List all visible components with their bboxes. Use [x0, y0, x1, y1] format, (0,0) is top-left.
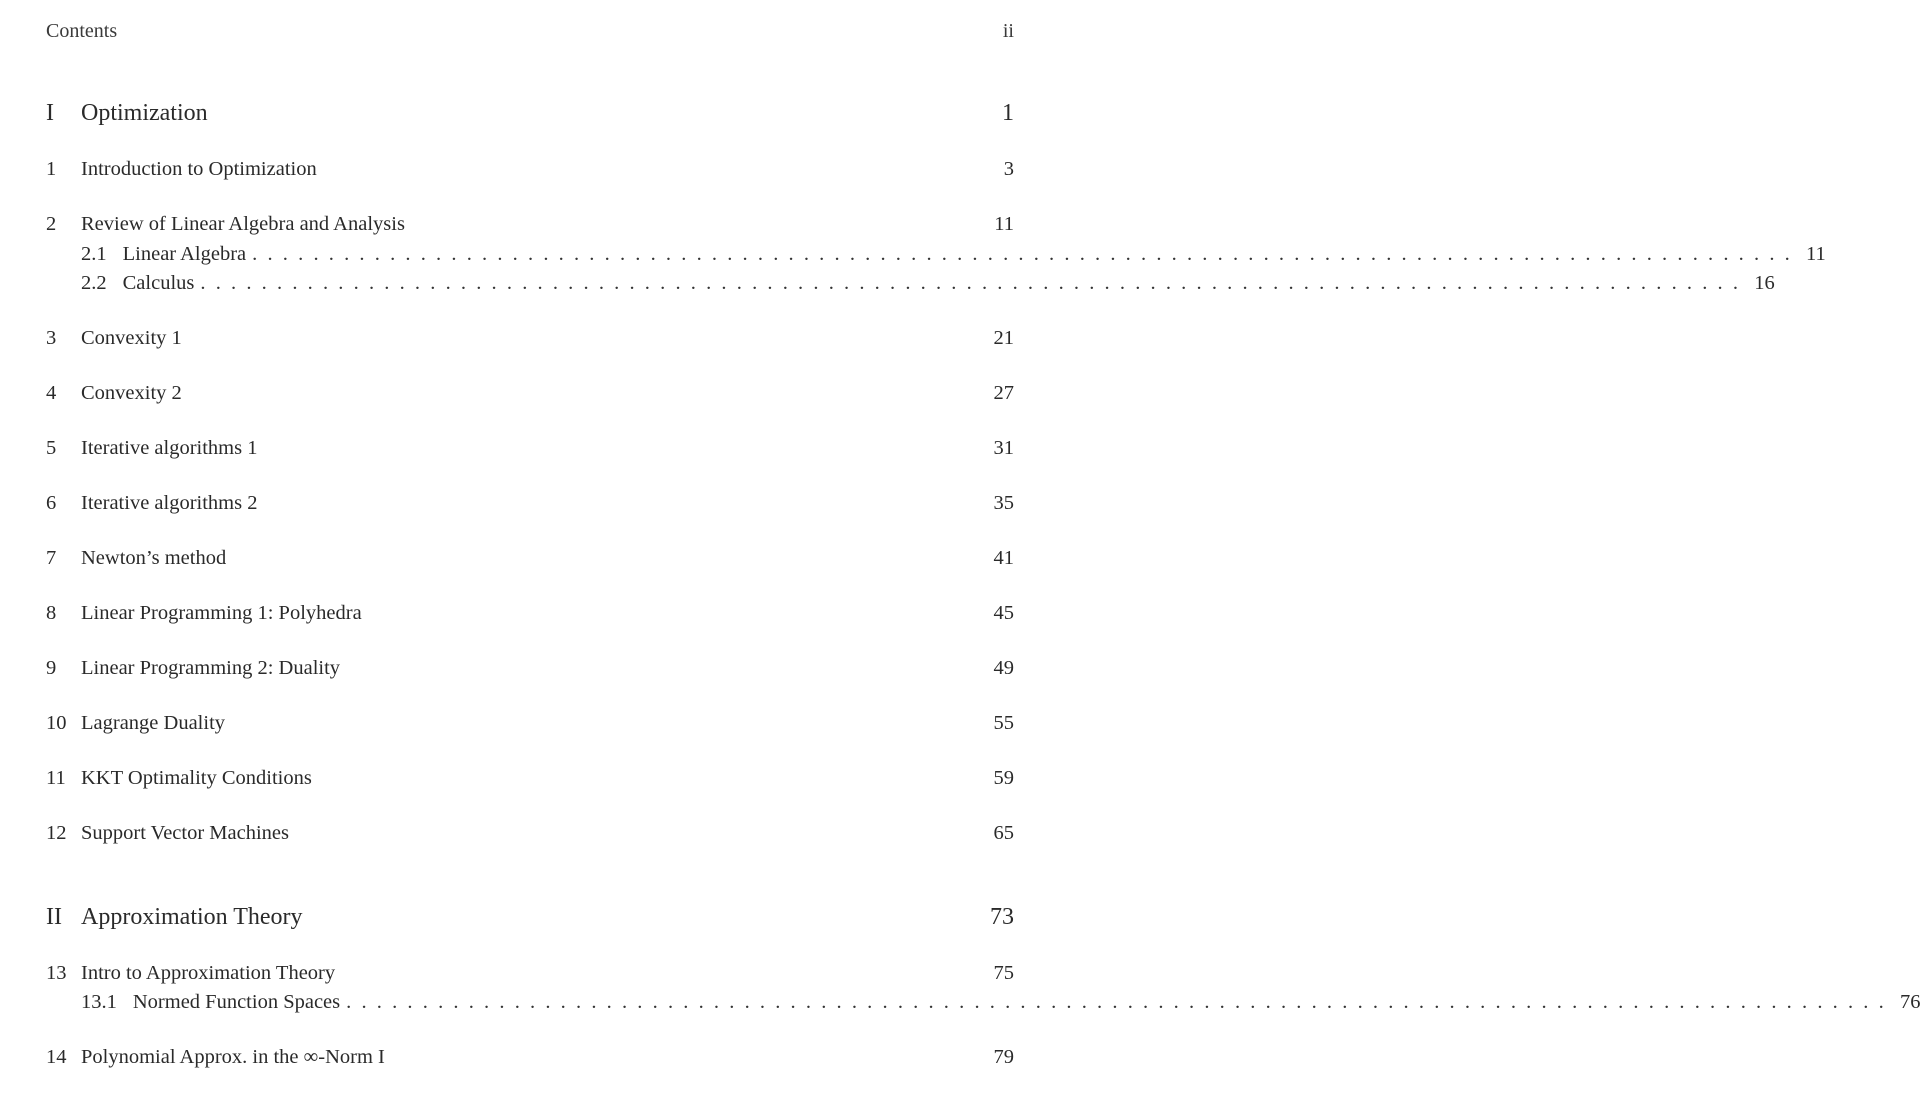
- chapter-number: 14: [46, 1046, 67, 1068]
- toc-part[interactable]: [46, 100, 1014, 127]
- chapter-number: 7: [46, 547, 57, 569]
- part-page: 1: [1002, 100, 1014, 126]
- chapter-number: 10: [46, 712, 67, 734]
- chapter-title: Newton’s method: [81, 547, 227, 569]
- dot-leader: .....................................................................................................: [252, 243, 1800, 265]
- dot-leader: .....................................................................................................: [346, 991, 1894, 1013]
- toc-section[interactable]: [81, 991, 1920, 1014]
- part-title: Optimization: [81, 100, 208, 126]
- part-title: Approximation Theory: [81, 904, 303, 930]
- chapter-title: Support Vector Machines: [81, 822, 290, 844]
- chapter-title: Convexity 2: [81, 382, 182, 404]
- chapter-number: 11: [46, 767, 66, 789]
- toc-chapter[interactable]: [46, 327, 1014, 350]
- header-page-number: ii: [1002, 20, 1014, 42]
- section-page: 11: [1805, 243, 1826, 265]
- toc-chapter[interactable]: [46, 767, 1014, 790]
- dot-leader: .....................................................................................................: [200, 272, 1749, 294]
- toc-chapter[interactable]: [46, 158, 1014, 181]
- toc-section[interactable]: [81, 243, 1826, 266]
- chapter-title: Intro to Approximation Theory: [81, 962, 336, 984]
- toc-chapter[interactable]: [46, 822, 1014, 845]
- chapter-number: 9: [46, 657, 57, 679]
- running-header: [46, 20, 1014, 43]
- chapter-number: 6: [46, 492, 57, 514]
- toc-chapter[interactable]: [46, 602, 1014, 625]
- toc-section[interactable]: [81, 272, 1775, 295]
- toc-chapter[interactable]: [46, 437, 1014, 460]
- part-number: II: [46, 904, 62, 930]
- toc-chapter[interactable]: [46, 213, 1014, 236]
- toc-chapter[interactable]: [46, 712, 1014, 735]
- chapter-title: Polynomial Approx. in the ∞-Norm I: [81, 1046, 385, 1068]
- part-page: 73: [990, 904, 1014, 930]
- chapter-title: Iterative algorithms 2: [81, 492, 258, 514]
- section-number: 13.1: [81, 991, 117, 1013]
- chapter-number: 12: [46, 822, 67, 844]
- section-title: Linear Algebra: [122, 243, 247, 265]
- toc-chapter[interactable]: [46, 657, 1014, 680]
- chapter-page: 45: [993, 602, 1014, 624]
- chapter-title: Review of Linear Algebra and Analysis: [81, 213, 405, 235]
- chapter-page: 59: [993, 767, 1014, 789]
- chapter-number: 2: [46, 213, 57, 235]
- toc-chapter[interactable]: [46, 382, 1014, 405]
- chapter-number: 5: [46, 437, 57, 459]
- chapter-page: 3: [1003, 158, 1014, 180]
- chapter-number: 1: [46, 158, 57, 180]
- toc-chapter[interactable]: [46, 962, 1014, 985]
- chapter-number: 8: [46, 602, 57, 624]
- chapter-title: Linear Programming 2: Duality: [81, 657, 341, 679]
- chapter-title: Introduction to Optimization: [81, 158, 317, 180]
- chapter-page: 35: [993, 492, 1014, 514]
- chapter-page: 41: [993, 547, 1014, 569]
- part-number: I: [46, 100, 54, 126]
- toc-chapter[interactable]: [46, 492, 1014, 515]
- chapter-page: 31: [993, 437, 1014, 459]
- toc-part[interactable]: [46, 904, 1014, 931]
- chapter-title: Convexity 1: [81, 327, 182, 349]
- chapter-page: 79: [993, 1046, 1014, 1068]
- chapter-title: KKT Optimality Conditions: [81, 767, 312, 789]
- chapter-number: 4: [46, 382, 57, 404]
- chapter-title: Lagrange Duality: [81, 712, 226, 734]
- toc-chapter[interactable]: [46, 1046, 1014, 1069]
- chapter-page: 75: [993, 962, 1014, 984]
- section-number: 2.2: [81, 272, 107, 294]
- chapter-title: Iterative algorithms 1: [81, 437, 258, 459]
- chapter-title: Linear Programming 1: Polyhedra: [81, 602, 362, 624]
- toc-chapter[interactable]: [46, 547, 1014, 570]
- section-number: 2.1: [81, 243, 107, 265]
- chapter-page: 65: [993, 822, 1014, 844]
- section-page: 76: [1899, 991, 1920, 1013]
- section-title: Normed Function Spaces: [132, 991, 341, 1013]
- section-title: Calculus: [122, 272, 195, 294]
- chapter-number: 13: [46, 962, 67, 984]
- chapter-page: 21: [993, 327, 1014, 349]
- chapter-page: 55: [993, 712, 1014, 734]
- header-title: Contents: [46, 20, 118, 42]
- chapter-page: 27: [993, 382, 1014, 404]
- chapter-page: 49: [993, 657, 1014, 679]
- chapter-page: 11: [994, 213, 1014, 235]
- section-page: 16: [1754, 272, 1775, 294]
- chapter-number: 3: [46, 327, 57, 349]
